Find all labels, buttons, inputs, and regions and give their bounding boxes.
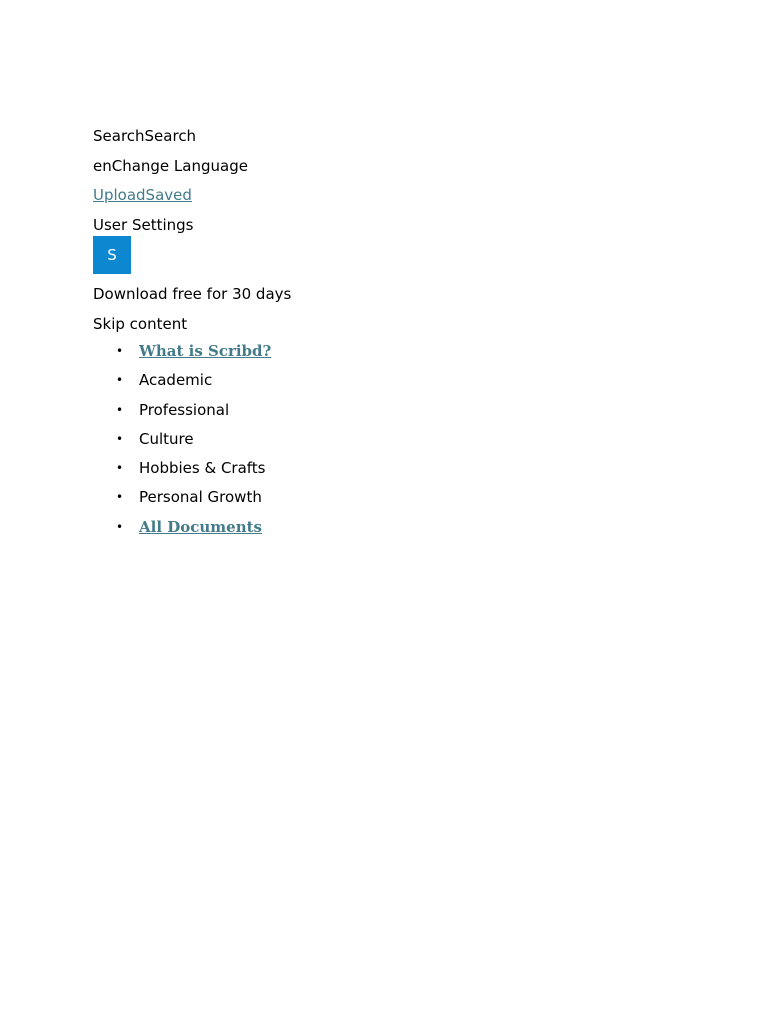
nav-item-label: Personal Growth [139, 488, 262, 507]
nav-item-what-is-scribd[interactable] [93, 341, 768, 370]
bullet-icon: • [116, 519, 124, 534]
bullet-icon: • [116, 461, 124, 476]
nav-item-professional[interactable] [93, 400, 768, 429]
search-button[interactable]: SearchSearch [93, 127, 197, 145]
nav-item-hobbies-crafts[interactable] [93, 458, 768, 487]
nav-item-academic[interactable] [93, 370, 768, 399]
nav-item-culture[interactable] [93, 429, 768, 458]
download-free-button[interactable]: Download free for 30 days [93, 285, 292, 303]
nav-item-label: Hobbies & Crafts [139, 459, 266, 478]
nav-item-label: Academic [139, 371, 213, 390]
category-nav [93, 341, 768, 546]
change-language-button[interactable]: enChange Language [93, 156, 248, 175]
bullet-icon: • [116, 431, 124, 446]
user-settings-button[interactable]: User Settings [93, 215, 194, 234]
nav-item-label[interactable]: What is Scribd? [139, 342, 272, 360]
nav-item-all-documents[interactable] [93, 517, 768, 546]
upload-saved-row [93, 185, 768, 215]
nav-item-label: Culture [139, 429, 194, 448]
nav-item-label: Professional [139, 400, 230, 419]
avatar[interactable]: S [93, 236, 131, 274]
skip-content-link[interactable]: Skip content [93, 314, 188, 333]
nav-item-personal-growth[interactable] [93, 487, 768, 516]
bullet-icon: • [116, 344, 124, 358]
bullet-icon: • [116, 402, 124, 417]
nav-item-label[interactable]: All Documents [139, 517, 263, 536]
bullet-icon: • [116, 373, 124, 388]
bullet-icon: • [116, 490, 124, 505]
avatar-row [93, 236, 768, 284]
upload-saved-link[interactable]: UploadSaved [93, 186, 192, 204]
